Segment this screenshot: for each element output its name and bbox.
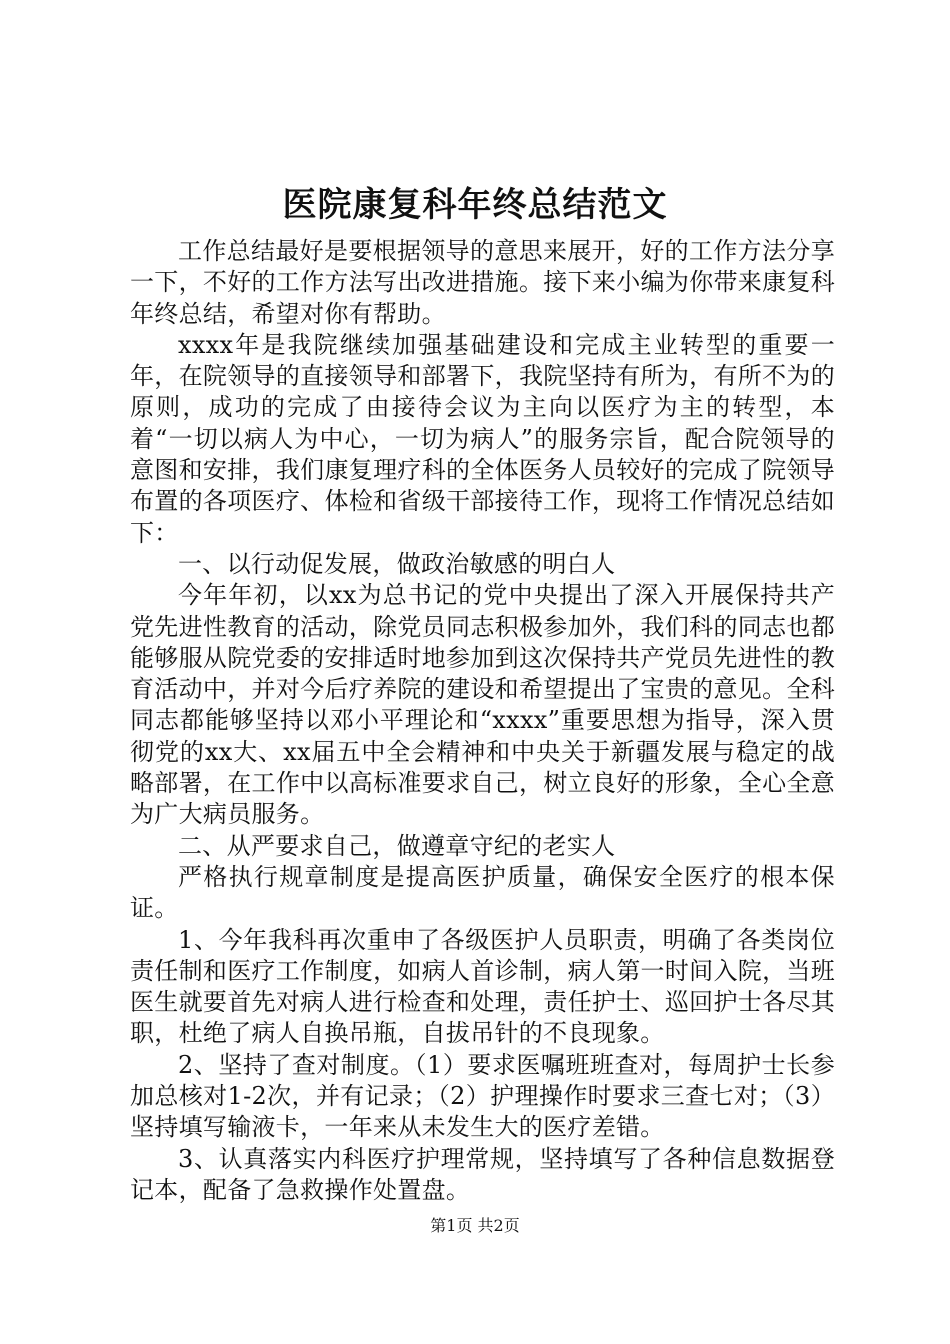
paragraph-intro: 工作总结最好是要根据领导的意思来展开，好的工作方法分享一下，不好的工作方法写出改进措施。接下来小编为你带来康复科年终总结，希望对你有帮助。 — [130, 237, 835, 328]
list-item-1: 1、今年我科再次重申了各级医护人员职责，明确了各类岗位责任制和医疗工作制度，如病人首诊制，病人第一时间入院，当班医生就要首先对病人进行检查和处理，责任护士、巡回护士各尽其职，杜绝了病人自换吊瓶，自拔吊针的不良现象。 — [130, 925, 835, 1048]
paragraph-overview: xxxx年是我院继续加强基础建设和完成主业转型的重要一年，在院领导的直接领导和部署下，我院坚持有所为，有所不为的原则，成功的完成了由接待会议为主向以医疗为主的转型，本着“一切以病人为中心，一切为病人”的服务宗旨，配合院领导的意图和安排，我们康复理疗科的全体医务人员较好的完成了院领导布置的各项医疗、体检和省级干部接待工作，现将工作情况总结如下： — [130, 330, 835, 547]
document-body — [130, 236, 835, 1206]
paragraph-section-1: 今年年初，以xx为总书记的党中央提出了深入开展保持共产党先进性教育的活动，除党员同志积极参加外，我们科的同志也都能够服从院党委的安排适时地参加到这次保持共产党员先进性的教育活动中，并对今后疗养院的建设和希望提出了宝贵的意见。全科同志都能够坚持以邓小平理论和“xxxx”重要思想为指导，深入贯彻党的xx大、xx届五中全会精神和中央关于新疆发展与稳定的战略部署，在工作中以高标准要求自己，树立良好的形象，全心全意为广大病员服务。 — [130, 581, 835, 829]
paragraph-section-2: 严格执行规章制度是提高医护质量，确保安全医疗的根本保证。 — [130, 862, 835, 923]
document-title: 医院康复科年终总结范文 — [282, 185, 668, 225]
list-item-3: 3、认真落实内科医疗护理常规，坚持填写了各种信息数据登记本，配备了急救操作处置盘。 — [130, 1144, 835, 1204]
section-heading-2: 二、从严要求自己，做遵章守纪的老实人 — [178, 831, 616, 860]
section-heading-1: 一、以行动促发展，做政治敏感的明白人 — [178, 549, 616, 578]
page-number-footer: 第1页 共2页 — [430, 1216, 520, 1235]
list-item-2: 2、坚持了查对制度。（1）要求医嘱班班查对，每周护士长参加总核对1-2次，并有记录；（2）护理操作时要求三查七对；（3）坚持填写输液卡，一年来从未发生大的医疗差错。 — [130, 1050, 835, 1142]
